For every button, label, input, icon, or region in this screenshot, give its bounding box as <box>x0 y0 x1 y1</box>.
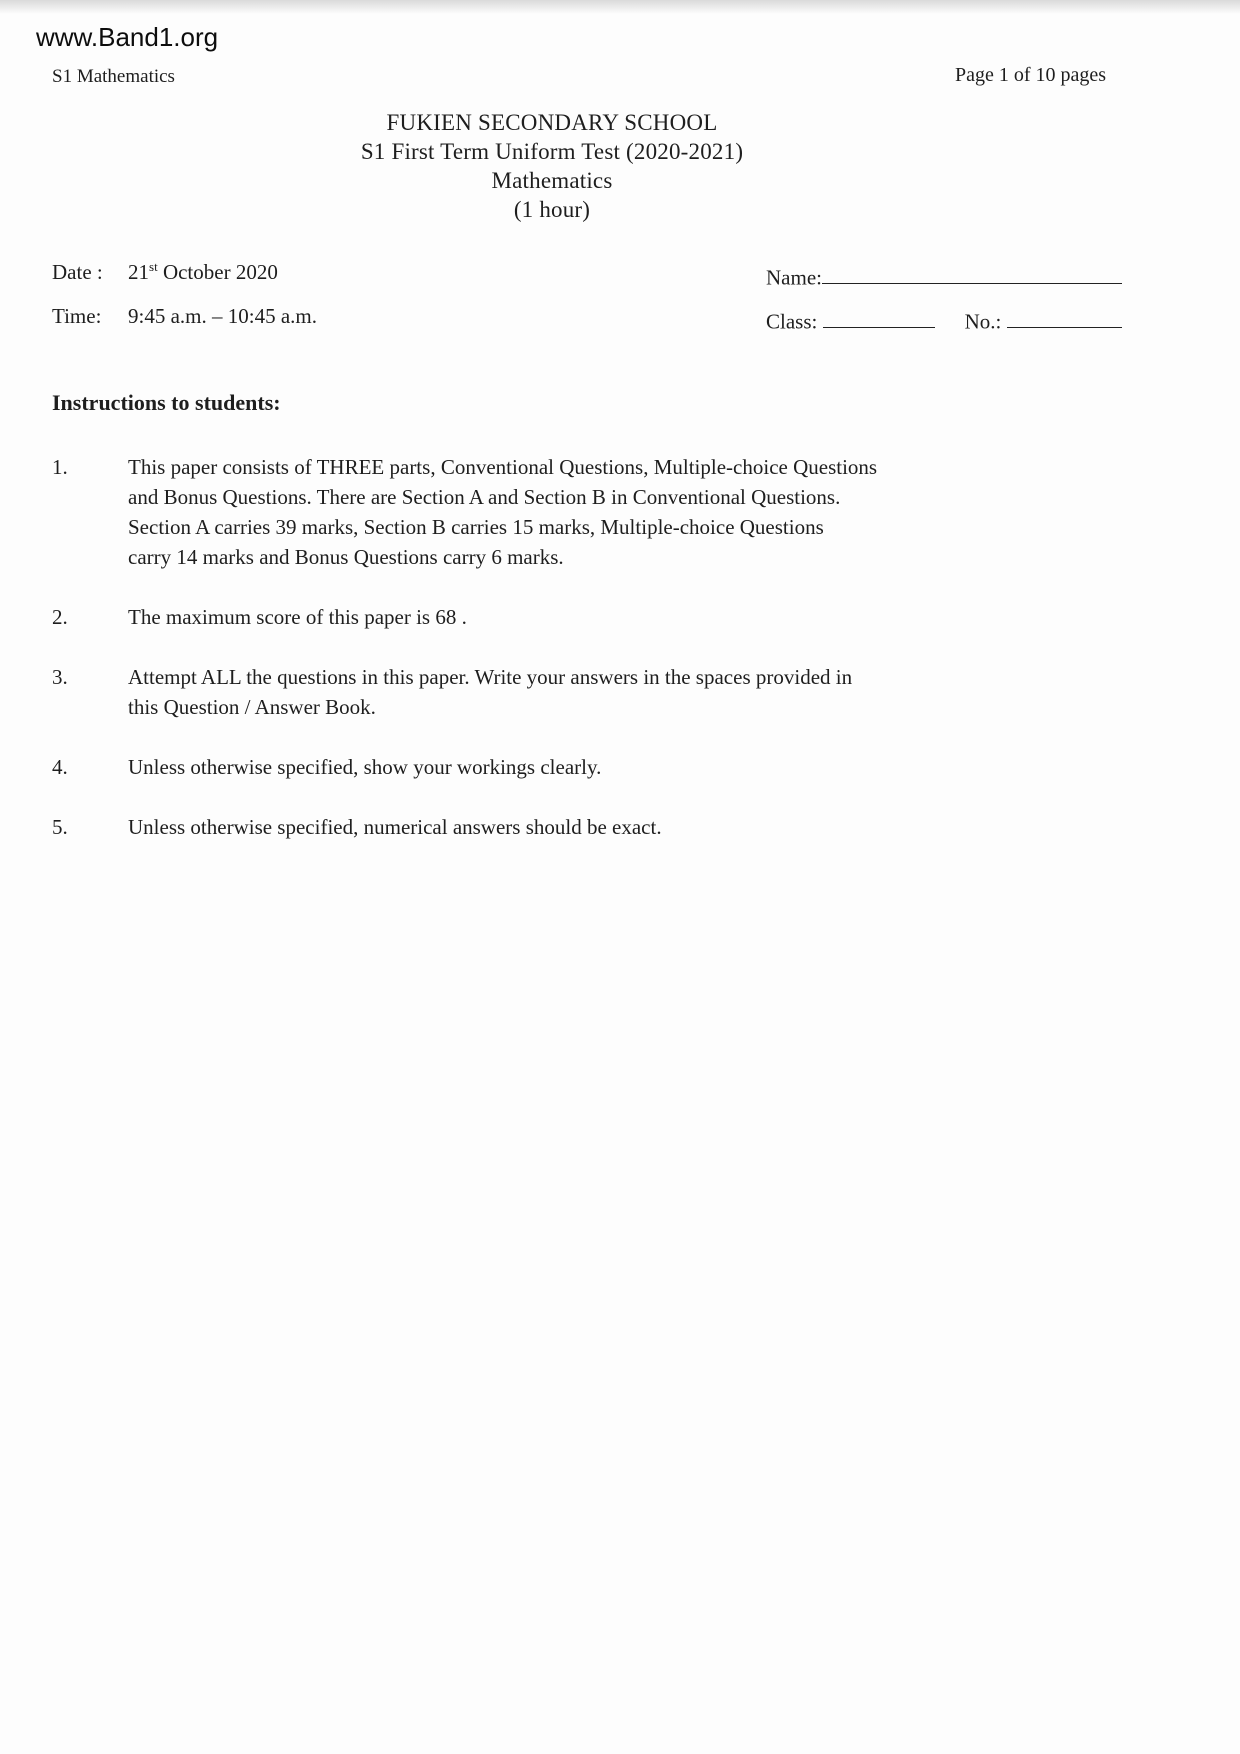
item-line: and Bonus Questions. There are Section A and Section B in Conventional Questions. <box>128 485 841 509</box>
item-number: 4. <box>52 755 68 779</box>
time-row <box>52 304 317 329</box>
instruction-item-2 <box>52 602 1062 632</box>
item-line: Attempt ALL the questions in this paper. Write your answers in the spaces provided in <box>128 665 853 689</box>
item-line: carry 14 marks and Bonus Questions carry 6 marks. <box>128 545 564 569</box>
instruction-item-3 <box>52 662 1062 722</box>
item-text <box>128 812 1048 842</box>
instructions-heading: Instructions to students: <box>52 390 281 415</box>
item-line: Unless otherwise specified, show your workings clearly. <box>128 755 602 779</box>
date-day: 21 <box>128 260 149 284</box>
time-label: Time: <box>52 304 102 328</box>
instruction-item-5 <box>52 812 1062 842</box>
header-page-number: Page 1 of 10 pages <box>955 64 1107 86</box>
item-text <box>128 752 1048 782</box>
item-line: Unless otherwise specified, numerical answers should be exact. <box>128 815 662 839</box>
duration: (1 hour) <box>513 197 591 222</box>
instruction-item-1 <box>52 452 1062 572</box>
item-line: this Question / Answer Book. <box>128 695 376 719</box>
date-label: Date : <box>52 260 103 284</box>
no-blank-line <box>1007 306 1122 328</box>
title-block <box>0 108 1104 224</box>
name-row <box>766 262 1122 290</box>
subject-name: Mathematics <box>491 168 613 193</box>
item-line: The maximum score of this paper is 68 . <box>128 605 467 629</box>
time-value: 9:45 a.m. – 10:45 a.m. <box>128 304 317 328</box>
scan-top-shadow <box>0 0 1240 14</box>
item-text <box>128 602 1048 632</box>
watermark-url: www.Band1.org <box>36 22 219 52</box>
class-no-row <box>766 306 1122 334</box>
item-number: 3. <box>52 665 68 689</box>
date-rest: October 2020 <box>157 260 278 284</box>
date-ordinal: st <box>149 259 158 274</box>
item-line: This paper consists of THREE parts, Conventional Questions, Multiple-choice Questions <box>128 455 878 479</box>
class-label: Class: <box>766 309 818 334</box>
name-blank-line <box>822 262 1122 284</box>
item-text <box>128 662 1048 722</box>
item-number: 1. <box>52 455 68 479</box>
item-number: 5. <box>52 815 68 839</box>
header-subject: S1 Mathematics <box>52 66 175 87</box>
date-row <box>52 260 278 285</box>
item-number: 2. <box>52 605 68 629</box>
class-blank-line <box>823 306 935 328</box>
no-label: No.: <box>964 309 1002 334</box>
instruction-item-4 <box>52 752 1062 782</box>
school-name: FUKIEN SECONDARY SCHOOL <box>386 110 718 135</box>
instructions-section <box>52 390 1062 872</box>
test-name: S1 First Term Uniform Test (2020-2021) <box>360 139 744 164</box>
name-label: Name: <box>766 265 822 290</box>
item-line: Section A carries 39 marks, Section B carries 15 marks, Multiple-choice Questions <box>128 515 824 539</box>
item-text <box>128 452 1048 572</box>
